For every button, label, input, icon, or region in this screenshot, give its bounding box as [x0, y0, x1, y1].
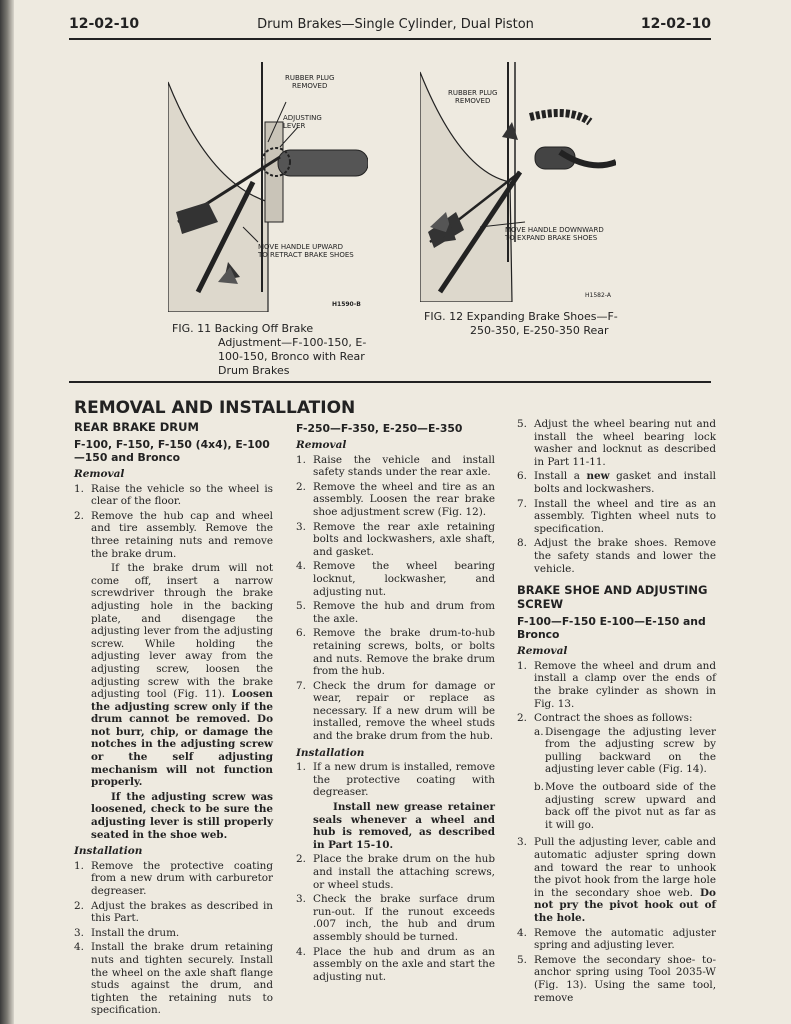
list-item: 3. Check the brake surface drum run-out. If the runout exceeds .007 inch, the hub and drum assembly should be turned.	[296, 893, 495, 943]
list-item: 4. Place the hub and drum as an assembly on the axle and start the adjusting nut.	[296, 945, 495, 983]
note-paragraph-bold: Install new grease retainer seals whenever a wheel and hub is removed, as described in Part 15-10.	[313, 801, 495, 851]
note-paragraph-bold: If the adjusting screw was loosened, check to be sure the adjusting lever is still properly seated in the shoe web.	[91, 790, 273, 841]
heading-removal-col1: Removal	[74, 468, 125, 480]
list-item: 1. Raise the vehicle so the wheel is clear of the floor.	[74, 482, 273, 508]
removal-list-col3	[517, 660, 716, 1004]
fig12-plug-label: RUBBER PLUG REMOVED	[448, 89, 498, 105]
removal-list-col2	[296, 454, 495, 743]
heading-brake-shoe: BRAKE SHOE AND ADJUSTING SCREW	[517, 583, 708, 612]
column-3	[517, 418, 716, 1006]
page-binding-edge	[0, 0, 14, 1024]
column-1	[74, 418, 273, 1019]
list-item: 7. Check the drum for damage or wear, repair or replace as necessary. If a new drum will be installed, remove the wheel studs and the brake drum from the hub.	[296, 679, 495, 743]
heading-removal-col3: Removal	[517, 645, 568, 658]
page-number-right: 12-02-10	[640, 16, 711, 32]
list-item: 1. Remove the protective coating from a new drum with carburetor degreaser.	[74, 859, 273, 897]
heading-installation-col2: Installation	[296, 746, 365, 759]
section-rule	[69, 381, 711, 383]
page-number-left: 12-02-10	[69, 16, 140, 32]
list-item: 2. Contract the shoes as follows: a. Disengage the adjusting lever from the adjusting screw by pulling backward on the adjusting lever cable (Fig. 14). b. Move the outboard side of the adjusting screw upward and back off the pivot nut as far as it will go.	[517, 712, 716, 831]
list-item: 4. Remove the automatic adjuster spring and adjusting lever.	[517, 926, 716, 952]
list-item: 1. Raise the vehicle and install safety stands under the rear axle.	[296, 453, 495, 479]
list-item: 1. Remove the wheel and drum and install a clamp over the ends of the brake cylinder as shown in Fig. 13.	[517, 659, 716, 710]
fig11-plug-label: RUBBER PLUG REMOVED	[285, 74, 335, 90]
heading-models-col1: F-100, F-150, F-150 (4x4), E-100—150 and Bronco	[74, 438, 270, 464]
fig12-move-label: MOVE HANDLE DOWNWARD TO EXPAND BRAKE SHOES	[505, 226, 604, 242]
list-item: 4. Remove the wheel bearing locknut, lockwasher, and adjusting nut.	[296, 560, 495, 598]
list-item: 2. Place the brake drum on the hub and install the attaching screws, or wheel studs.	[296, 853, 495, 891]
removal-list-col1	[74, 483, 273, 561]
list-item: 7. Install the wheel and tire as an assembly. Tighten wheel nuts to specification.	[517, 497, 716, 535]
list-item: 3. Remove the rear axle retaining bolts and lockwashers, axle shaft, and gasket.	[296, 520, 495, 558]
fig11-lever-label: ADJUSTING LEVER	[283, 114, 322, 130]
list-item: 2. Remove the hub cap and wheel and tire assembly. Remove the three retaining nuts and remove the brake drum.	[74, 509, 273, 560]
install-list-col1	[74, 860, 273, 1017]
fig12-code: H1582-A	[585, 292, 611, 299]
install-list-col2-continued	[296, 853, 495, 983]
fig12-caption: FIG. 12 Expanding Brake Shoes—F- 250-350, E-250-350 Rear	[424, 310, 618, 337]
list-item: 4. Install the brake drum retaining nuts and tighten securely. Install the wheel on the axle shaft flange studs against the drum, and tighten the retaining nuts to specification.	[74, 941, 273, 1017]
fig11-illustration	[168, 62, 368, 312]
page-title: Drum Brakes—Single Cylinder, Dual Piston	[257, 17, 534, 32]
list-item: 6. Install a new gasket and install bolts and lockwashers.	[517, 470, 716, 495]
sub-item: b. Move the outboard side of the adjusting screw upward and back off the pivot nut as far as it will go.	[534, 781, 716, 831]
list-item: 2. Remove the wheel and tire as an assembly. Loosen the rear brake shoe adjustment screw (Fig. 12).	[296, 480, 495, 518]
heading-removal-col2: Removal	[296, 439, 347, 451]
list-item: 3. Install the drum.	[74, 926, 180, 939]
list-item: 6. Remove the brake drum-to-hub retaining screws, bolts, or bolts and nuts. Remove the brake drum from the hub.	[296, 627, 495, 678]
column-2	[296, 418, 495, 985]
heading-models-col3: F-100—F-150 E-100—E-150 and Bronco	[517, 615, 706, 642]
sub-item: a. Disengage the adjusting lever from the adjusting screw by pulling backward on the adjusting lever cable (Fig. 14).	[534, 725, 716, 776]
list-item: 2. Adjust the brakes as described in this Part.	[74, 899, 273, 925]
header-rule	[69, 38, 711, 40]
fig11-caption: FIG. 11 Backing Off Brake Adjustment—F-100-150, E- 100-150, Bronco with Rear Drum Brakes	[172, 322, 367, 377]
fig11-move-label: MOVE HANDLE UPWARD TO RETRACT BRAKE SHOES	[258, 243, 354, 259]
heading-models-col2: F-250—F-350, E-250—E-350	[296, 422, 463, 435]
heading-installation-col1: Installation	[74, 845, 143, 858]
list-item: 3. Pull the adjusting lever, cable and automatic adjuster spring down and toward the rear to unhook the pivot hook from the large hole in the secondary shoe web. Do not pry the pivot hook out of the hole.	[517, 836, 716, 924]
section-title: REMOVAL AND INSTALLATION	[74, 398, 356, 418]
list-item: 5. Remove the hub and drum from the axle.	[296, 600, 495, 625]
list-item: 8. Adjust the brake shoes. Remove the safety stands and lower the vehicle.	[517, 537, 716, 575]
install-list-col2	[296, 761, 495, 799]
heading-rear-brake-drum: REAR BRAKE DRUM	[74, 420, 199, 434]
note-paragraph: If the brake drum will not come off, insert a narrow screwdriver through the brake adjusting hole in the backing plate, and disengage the adjusting lever from the adjusting screw. While holding the adjusting lever away from the adjusting screw, loosen the adjusting screw with the brake adjusting tool (Fig. 11). Loosen the adjusting screw only if the drum cannot be removed. Do not burr, chip, or damage the notches in the adjusting screw or the self adjusting mechanism will not function properly.	[91, 562, 273, 789]
list-item: 5. Adjust the wheel bearing nut and install the wheel bearing lock washer and locknut as described in Part 11-11.	[517, 418, 716, 468]
install-list-col3	[517, 418, 716, 575]
list-item: 1. If a new drum is installed, remove the protective coating with degreaser.	[296, 761, 495, 799]
list-item: 5. Remove the secondary shoe- to-anchor spring using Tool 2035-W (Fig. 13). Using the same tool, remove	[517, 953, 716, 1004]
fig11-code: H1590-B	[332, 301, 361, 308]
